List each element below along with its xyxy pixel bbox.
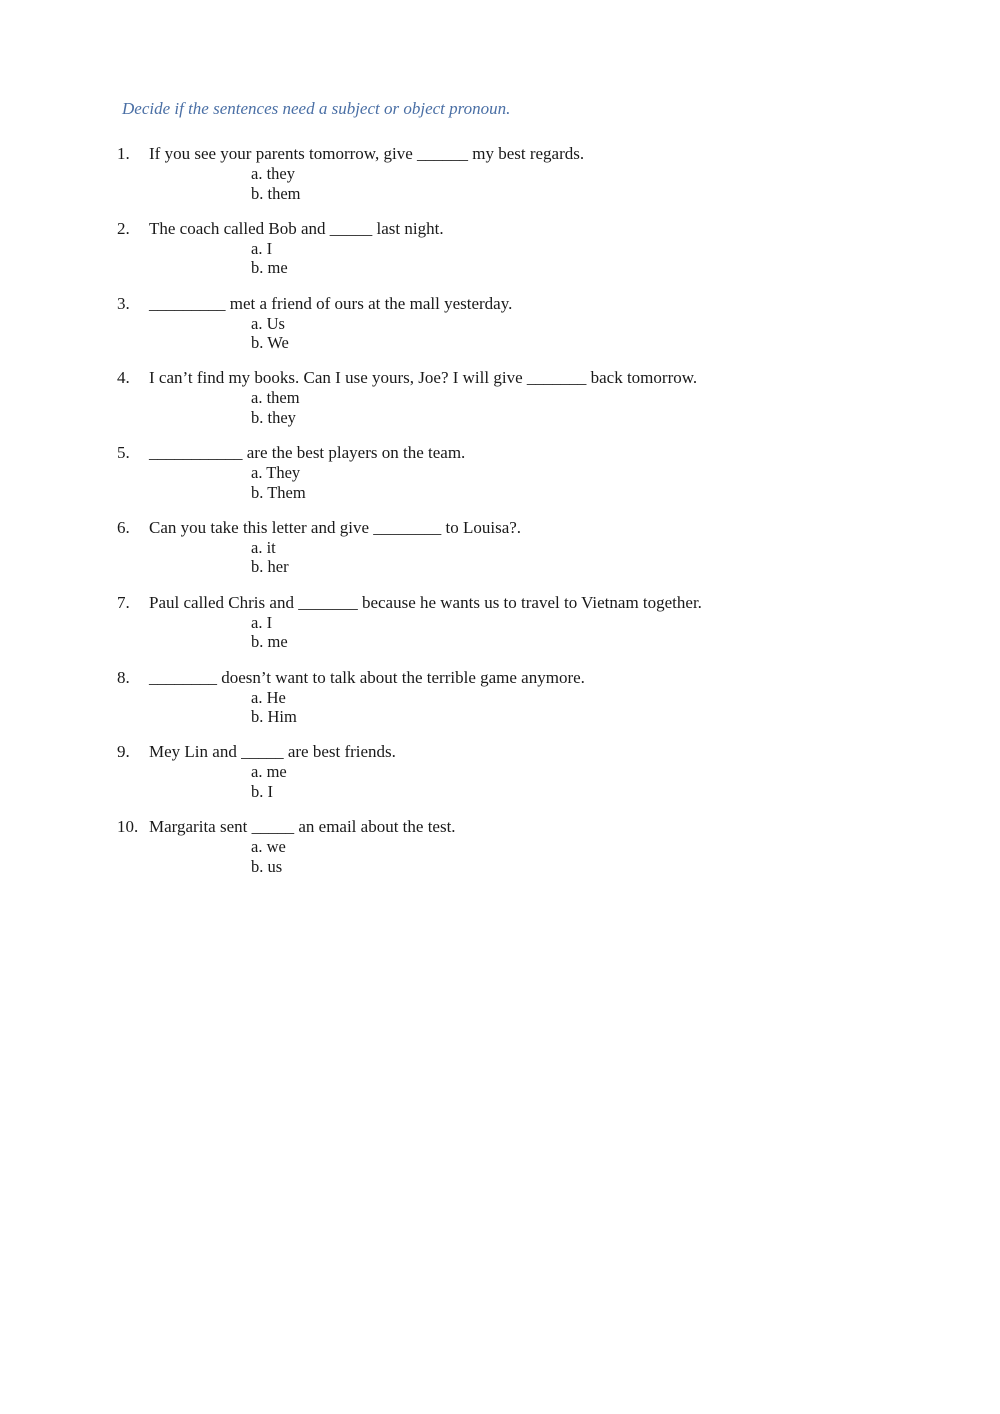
question-number: 10. [117,817,139,837]
option-b[interactable]: b. I [251,781,273,801]
option-b[interactable]: b. me [251,258,288,278]
answer-options [251,538,289,577]
option-b[interactable]: b. Him [251,707,297,727]
question-item-5 [117,443,917,518]
option-a[interactable]: a. we [251,837,286,857]
option-a[interactable]: a. He [251,687,286,707]
question-list [117,144,917,892]
answer-options [251,314,289,353]
question-text: ________ doesn’t want to talk about the terrible game anymore. [149,667,585,687]
question-number: 7. [117,592,130,612]
option-b[interactable]: b. us [251,856,283,876]
question-item-3 [117,294,917,369]
option-a[interactable]: a. I [251,612,273,632]
question-item-8 [117,668,917,743]
question-number: 4. [117,368,130,388]
instruction-text: Decide if the sentences need a subject or object pronoun. [122,99,511,118]
question-item-6 [117,518,917,593]
answer-options [251,762,287,801]
question-item-1 [117,144,917,219]
option-a[interactable]: a. it [251,537,276,557]
question-text: Margarita sent _____ an email about the test. [149,817,456,837]
option-b[interactable]: b. they [251,407,296,427]
option-a[interactable]: a. they [251,164,295,183]
option-b[interactable]: b. me [251,632,288,652]
question-number: 1. [117,144,130,163]
question-number: 8. [117,667,130,687]
question-text: I can’t find my books. Can I use yours, Joe? I will give _______ back tomorrow. [149,368,698,388]
option-a[interactable]: a. Us [251,313,285,333]
question-item-2 [117,219,917,294]
option-a[interactable]: a. They [251,463,301,483]
option-a[interactable]: a. I [251,238,273,258]
option-a[interactable]: a. me [251,762,287,782]
answer-options [251,463,306,502]
question-number: 2. [117,218,130,238]
question-number: 5. [117,443,130,463]
question-number: 9. [117,742,130,762]
option-b[interactable]: b. them [251,183,301,203]
answer-options [251,388,300,427]
question-text: Paul called Chris and _______ because he wants us to travel to Vietnam together. [149,592,702,612]
option-b[interactable]: b. Them [251,482,306,502]
question-number: 3. [117,293,130,313]
question-text: ___________ are the best players on the team. [149,443,466,463]
question-item-7 [117,593,917,668]
question-item-9 [117,742,917,817]
answer-options [251,164,301,203]
question-text: The coach called Bob and _____ last night. [149,218,444,238]
question-text: Mey Lin and _____ are best friends. [149,742,396,762]
question-text: If you see your parents tomorrow, give ______ my best regards. [149,144,585,163]
question-text: _________ met a friend of ours at the mall yesterday. [149,293,513,313]
answer-options [251,688,297,727]
question-item-10 [117,817,917,892]
option-a[interactable]: a. them [251,388,300,408]
answer-options [251,239,288,278]
question-text: Can you take this letter and give ________ to Louisa?. [149,517,522,537]
question-item-4 [117,368,917,443]
answer-options [251,613,288,652]
answer-options [251,837,286,876]
option-b[interactable]: b. her [251,557,289,577]
option-b[interactable]: b. We [251,333,289,353]
question-number: 6. [117,517,130,537]
